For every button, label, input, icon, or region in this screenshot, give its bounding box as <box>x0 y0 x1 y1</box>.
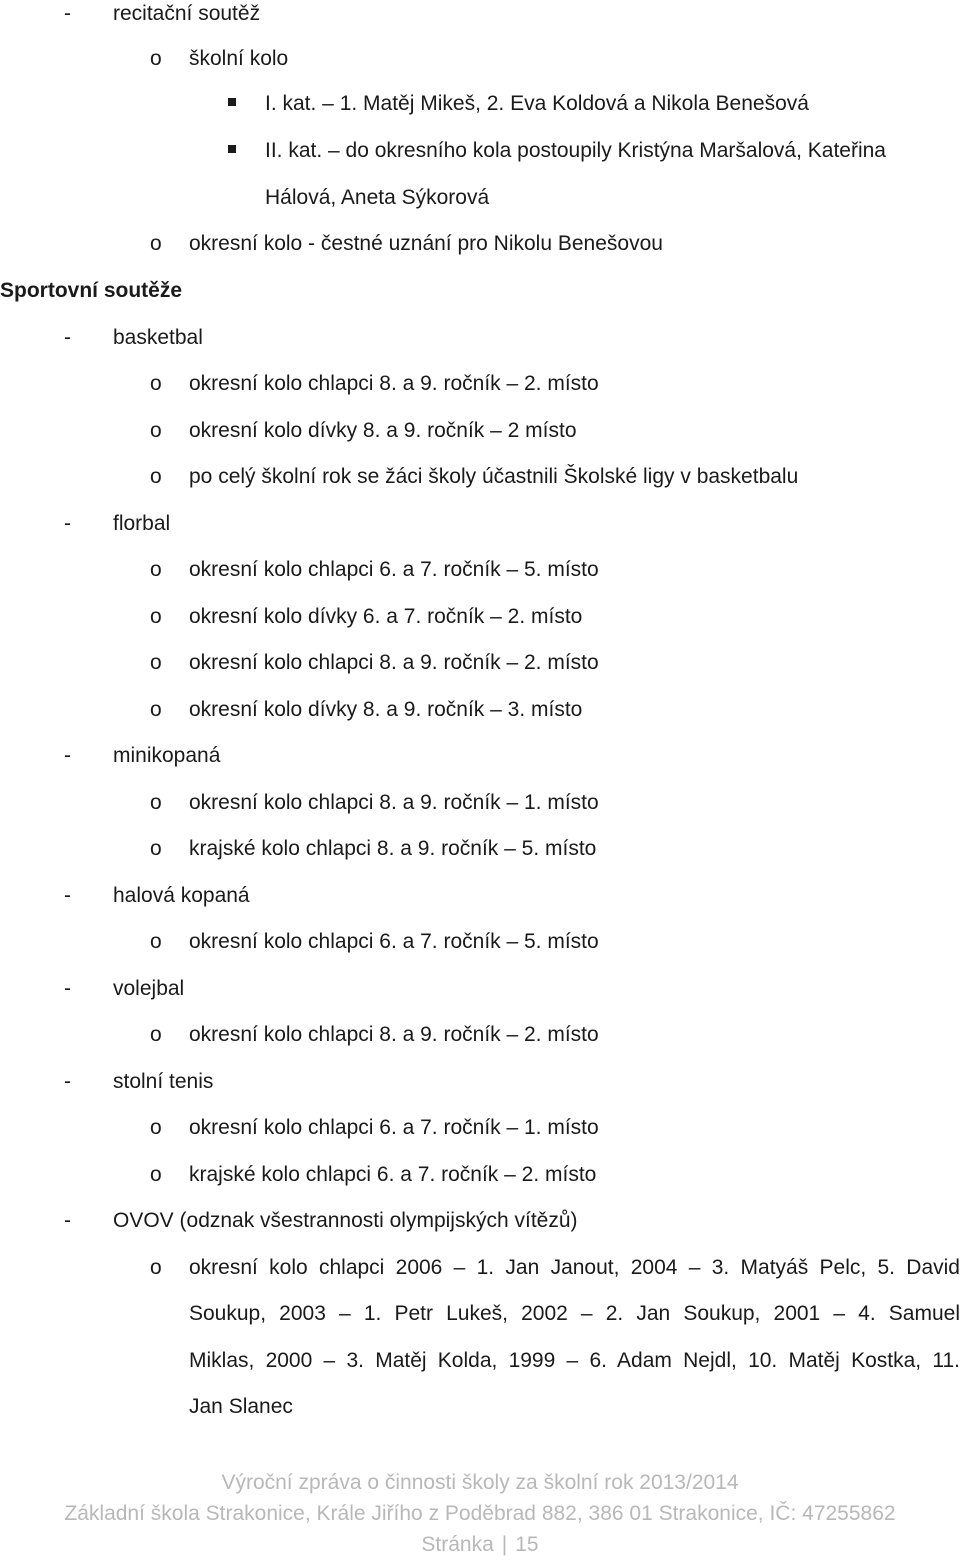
square-bullet-icon <box>228 98 236 106</box>
sport-basketbal-title: basketbal <box>113 326 203 349</box>
circle-bullet: o <box>150 1256 162 1279</box>
circle-bullet: o <box>150 837 162 860</box>
circle-bullet: o <box>150 791 162 814</box>
circle-bullet: o <box>150 651 162 674</box>
circle-bullet: o <box>150 372 162 395</box>
dash-bullet: - <box>64 977 71 1000</box>
square-bullet-icon <box>228 145 236 153</box>
ovov-results-line: Miklas, 2000 – 3. Matěj Kolda, 1999 – 6. Adam Nejdl, 10. Matěj Kostka, 11. <box>189 1349 960 1372</box>
sport-minikopana-title: minikopaná <box>113 744 221 767</box>
sport-ovov-title: OVOV (odznak všestrannosti olympijských vítězů) <box>113 1209 578 1232</box>
dash-bullet: - <box>64 326 71 349</box>
circle-bullet: o <box>150 1116 162 1139</box>
recital-school-round: školní kolo <box>189 47 289 70</box>
sport-halova-kopana-title: halová kopaná <box>113 884 250 907</box>
circle-bullet: o <box>150 1163 162 1186</box>
dash-bullet: - <box>64 884 71 907</box>
recital-category-1: I. kat. – 1. Matěj Mikeš, 2. Eva Koldová a Nikola Benešová <box>265 92 809 115</box>
section-recital-title: recitační soutěž <box>113 2 261 25</box>
sports-heading: Sportovní soutěže <box>0 279 183 302</box>
ovov-results-line: Jan Slanec <box>189 1395 293 1418</box>
page-number: 15 <box>515 1533 539 1556</box>
list-item: okresní kolo chlapci 6. a 7. ročník – 5. místo <box>189 930 599 953</box>
list-item: okresní kolo dívky 6. a 7. ročník – 2. místo <box>189 605 583 628</box>
list-item: krajské kolo chlapci 8. a 9. ročník – 5. místo <box>189 837 597 860</box>
circle-bullet: o <box>150 698 162 721</box>
page-separator: | <box>501 1533 508 1556</box>
list-item: okresní kolo chlapci 6. a 7. ročník – 1. místo <box>189 1116 599 1139</box>
sport-volejbal-title: volejbal <box>113 977 185 1000</box>
circle-bullet: o <box>150 465 162 488</box>
circle-bullet: o <box>150 605 162 628</box>
circle-bullet: o <box>150 419 162 442</box>
list-item: krajské kolo chlapci 6. a 7. ročník – 2. místo <box>189 1163 597 1186</box>
list-item: okresní kolo chlapci 8. a 9. ročník – 2. místo <box>189 1023 599 1046</box>
dash-bullet: - <box>64 512 71 535</box>
list-item: okresní kolo chlapci 8. a 9. ročník – 2. místo <box>189 372 599 395</box>
dash-bullet: - <box>64 2 71 25</box>
recital-district-round: okresní kolo - čestné uznání pro Nikolu Benešovou <box>189 232 663 255</box>
circle-bullet: o <box>150 1023 162 1046</box>
footer-report-title: Výroční zpráva o činnosti školy za školní rok 2013/2014 <box>221 1471 739 1494</box>
list-item: po celý školní rok se žáci školy účastnili Školské ligy v basketbalu <box>189 465 799 488</box>
circle-bullet: o <box>150 558 162 581</box>
circle-bullet: o <box>150 47 162 70</box>
footer-page-number <box>0 1531 960 1559</box>
dash-bullet: - <box>64 1209 71 1232</box>
sport-stolni-tenis-title: stolní tenis <box>113 1070 214 1093</box>
list-item: okresní kolo chlapci 8. a 9. ročník – 2. místo <box>189 651 599 674</box>
list-item: okresní kolo chlapci 8. a 9. ročník – 1. místo <box>189 791 599 814</box>
recital-category-2-line-2: Hálová, Aneta Sýkorová <box>265 186 490 209</box>
recital-category-2-line-1: II. kat. – do okresního kola postoupily Kristýna Maršalová, Kateřina <box>265 139 886 162</box>
page-label: Stránka <box>421 1533 494 1556</box>
footer-school-address: Základní škola Strakonice, Krále Jiřího z Poděbrad 882, 386 01 Strakonice, IČ: 47255862 <box>64 1502 896 1525</box>
ovov-results-line: okresní kolo chlapci 2006 – 1. Jan Janout, 2004 – 3. Matyáš Pelc, 5. David <box>189 1256 960 1279</box>
list-item: okresní kolo chlapci 6. a 7. ročník – 5. místo <box>189 558 599 581</box>
circle-bullet: o <box>150 232 162 255</box>
circle-bullet: o <box>150 930 162 953</box>
list-item: okresní kolo dívky 8. a 9. ročník – 2 místo <box>189 419 577 442</box>
dash-bullet: - <box>64 744 71 767</box>
sport-florbal-title: florbal <box>113 512 171 535</box>
dash-bullet: - <box>64 1070 71 1093</box>
ovov-results-line: Soukup, 2003 – 1. Petr Lukeš, 2002 – 2. Jan Soukup, 2001 – 4. Samuel <box>189 1302 960 1325</box>
list-item: okresní kolo dívky 8. a 9. ročník – 3. místo <box>189 698 583 721</box>
